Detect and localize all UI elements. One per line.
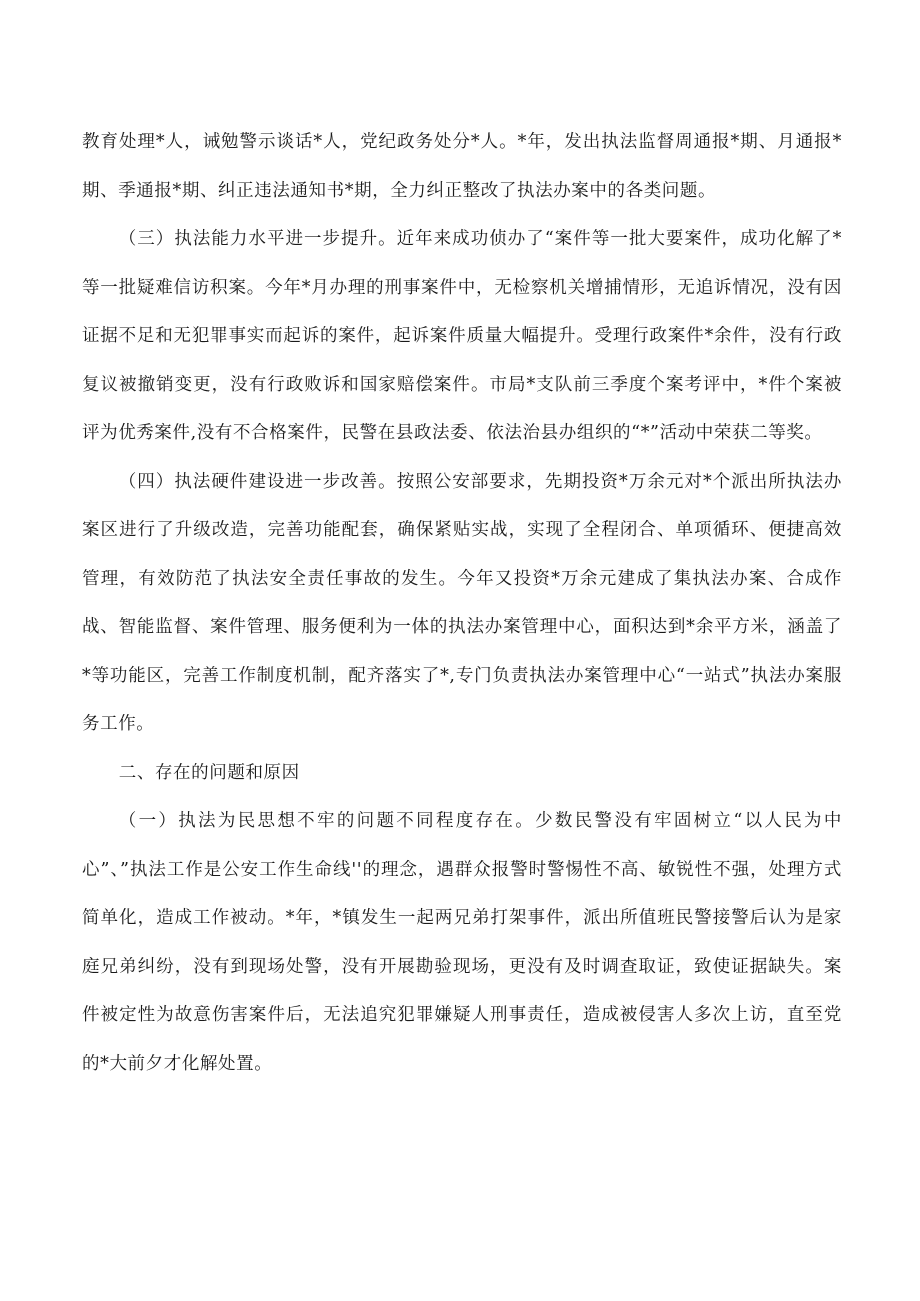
section-heading-problems: 二、存在的问题和原因 — [118, 762, 300, 783]
paragraph-enforcement-capability: （三）执法能力水平进一步提升。近年来成功侦办了“案件等一批大要案件，成功化解了*等一批疑难信访积案。今年*月办理的刑事案件中，无检察机关增捕情形，无追诉情况，没有因证据不足和无犯罪事实而起诉的案件，起诉案件质量大幅提升。受理行政案件*余件，没有行政复议被撤销变更，没有行政败诉和国家赔偿案件。市局*支队前三季度个案考评中，*件个案被评为优秀案件,没有不合格案件，民警在县政法委、依法治县办组织的“*”活动中荣获二等奖。 — [82, 229, 842, 443]
paragraph-enforcement-hardware: （四）执法硬件建设进一步改善。按照公安部要求，先期投资*万余元对*个派出所执法办案区进行了升级改造，完善功能配套，确保紧贴实战，实现了全程闭合、单项循环、便捷高效管理，有效防范了执法安全责任事故的发生。今年又投资*万余元建成了集执法办案、合成作战、智能监督、案件管理、服务便利为一体的执法办案管理中心，面积达到*余平方米，涵盖了*等功能区，完善工作制度机制，配齐落实了*,专门负责执法办案管理中心“一站式”执法办案服务工作。 — [82, 471, 842, 734]
paragraph-people-oriented-problem: （一）执法为民思想不牢的问题不同程度存在。少数民警没有牢固树立“以人民为中心”、”执法工作是公安工作生命线''的理念，遇群众报警时警惕性不高、敏锐性不强，处理方式简单化，造成工作被动。*年，*镇发生一起两兄弟打架事件，派出所值班民警接警后认为是家庭兄弟纠纷，没有到现场处警，没有开展勘验现场，更没有及时调查取证，致使证据缺失。案件被定性为故意伤害案件后，无法追究犯罪嫌疑人刑事责任，造成被侵害人多次上访，直至党的*大前夕才化解处置。 — [82, 811, 842, 1074]
paragraph-discipline-stats: 教育处理*人，诫勉警示谈话*人，党纪政务处分*人。*年，发出执法监督周通报*期、月通报*期、季通报*期、纠正违法通知书*期，全力纠正整改了执法办案中的各类问题。 — [82, 132, 842, 201]
document-page — [82, 118, 842, 1088]
